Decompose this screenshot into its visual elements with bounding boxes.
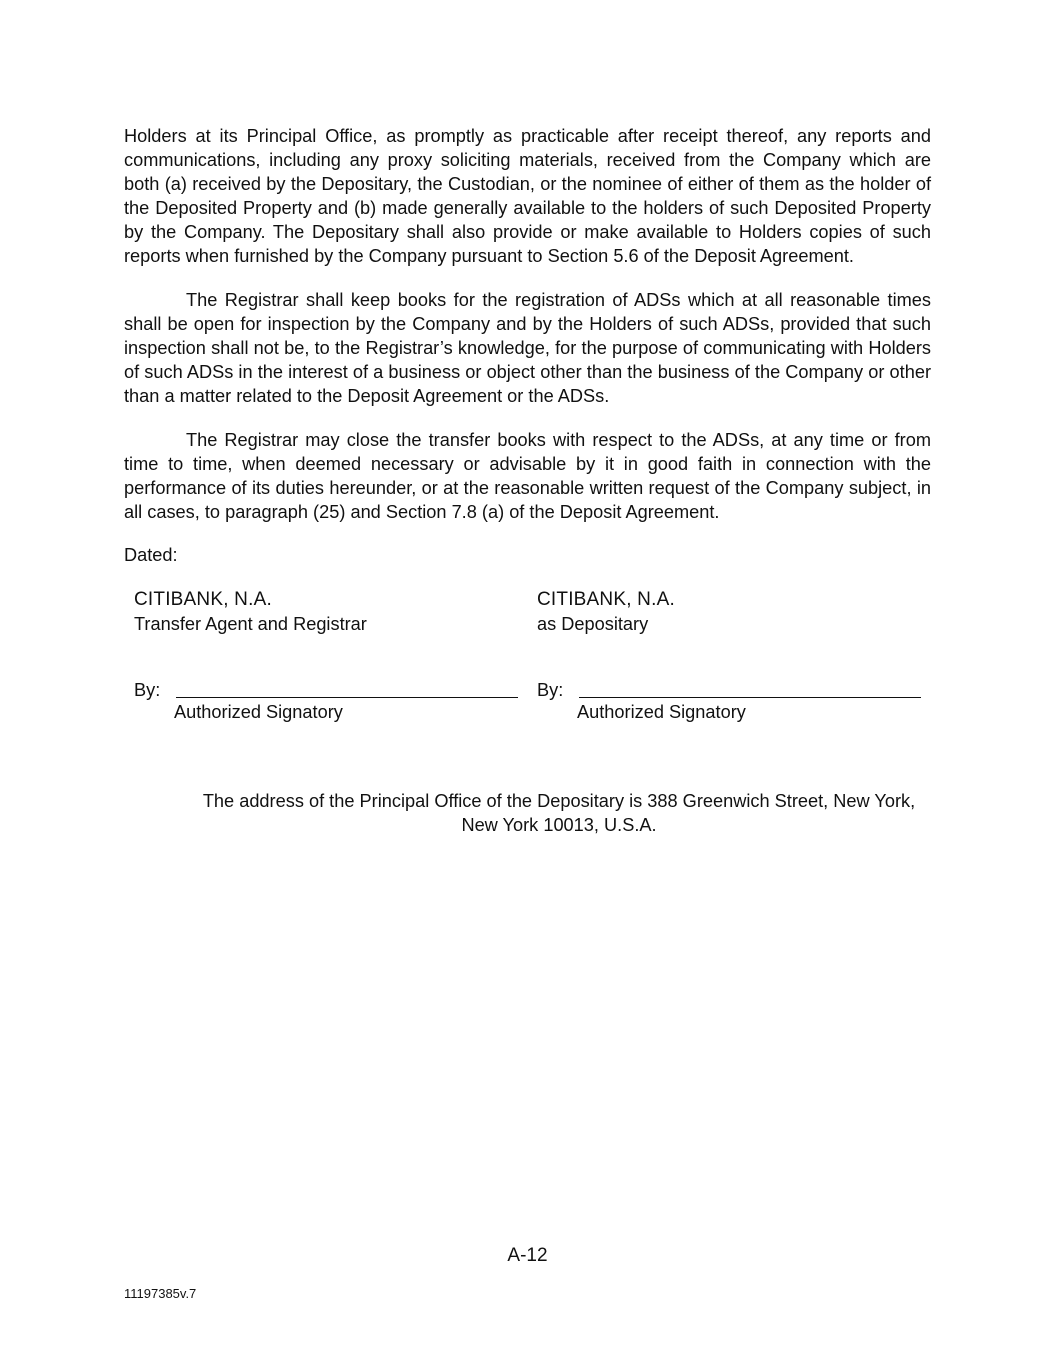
dated-label: Dated:	[124, 545, 178, 565]
by-label: By:	[537, 680, 564, 700]
signature-block-transfer-agent	[134, 588, 534, 636]
signature-underline	[176, 697, 518, 698]
signature-entity-role: Transfer Agent and Registrar	[134, 614, 367, 634]
signature-entity-name: CITIBANK, N.A.	[537, 589, 675, 610]
signature-block-depositary	[537, 588, 937, 636]
body-paragraph-1: Holders at its Principal Office, as promptly as practicable after receipt thereof, any reports and communications, including any proxy soliciting materials, received from the Company which are both (a) received by the Depositary, the Custodian, or the nominee of either of them as the holder of the Deposited Property and (b) made generally available to the holders of such Deposited Property by the Company. The Depositary shall also provide or make available to Holders copies of such reports when furnished by the Company pursuant to Section 5.6 of the Deposit Agreement.	[124, 126, 931, 266]
body-paragraph-3: The Registrar may close the transfer books with respect to the ADSs, at any time or from time to time, when deemed necessary or advisable by it in good faith in connection with the performance of its duties hereunder, or at the reasonable written request of the Company subject, in all cases, to paragraph (25) and Section 7.8 (a) of the Deposit Agreement.	[124, 430, 931, 522]
by-label: By:	[134, 680, 161, 700]
principal-office-address: The address of the Principal Office of the Depositary is 388 Greenwich Street, New York, New York 10013, U.S.A.	[202, 791, 916, 835]
signature-entity-role: as Depositary	[537, 614, 649, 634]
authorized-signatory-label: Authorized Signatory	[174, 702, 343, 722]
signature-underline	[579, 697, 921, 698]
signature-entity-name: CITIBANK, N.A.	[134, 589, 272, 610]
signature-line-transfer-agent	[134, 678, 174, 702]
signature-line-depositary	[537, 678, 577, 702]
authorized-signatory-label: Authorized Signatory	[577, 702, 746, 722]
body-paragraph-2: The Registrar shall keep books for the registration of ADSs which at all reasonable times shall be open for inspection by the Company and by the Holders of such ADSs, provided that such inspection shall not be, to the Registrar’s knowledge, for the purpose of communicating with Holders of such ADSs in the interest of a business or object other than the business of the Company or other than a matter related to the Deposit Agreement or the ADSs.	[124, 290, 931, 406]
document-id: 11197385v.7	[124, 1286, 197, 1301]
page-number: A-12	[507, 1245, 548, 1266]
